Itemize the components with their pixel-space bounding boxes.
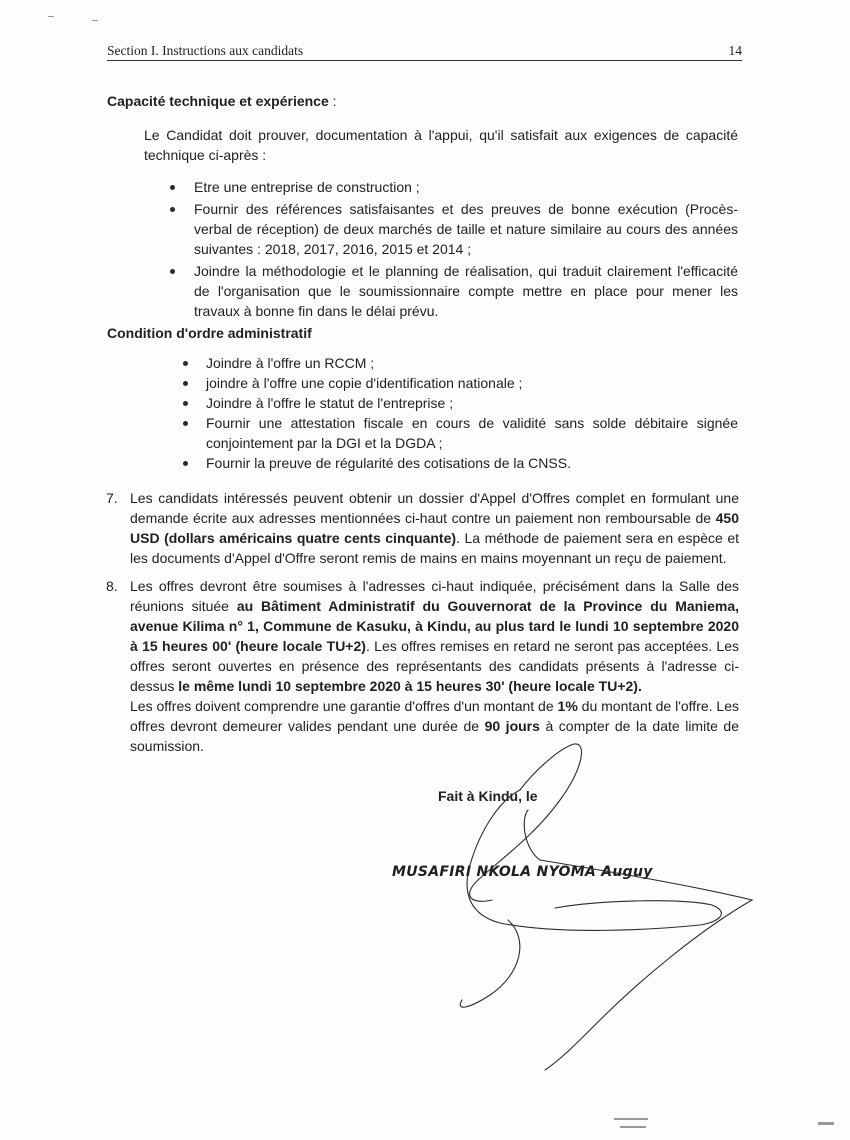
list-item: Joindre la méthodologie et le planning de réalisation, qui traduit clairement l'efficacité de l'organisation que le soumissionnaire compte mettre en place pour mener les travaux à bonne fin dans le délai prévu.: [166, 261, 738, 321]
list-item: joindre à l'offre une copie d'identification nationale ;: [180, 373, 738, 393]
technical-intro: Le Candidat doit prouver, documentation à l'appui, qu'il satisfait aux exigences de capacité technique ci-après :: [144, 127, 738, 163]
item-8-body: Les offres devront être soumises à l'adresses ci-haut indiquée, précisément dans la Salle des réunions située au Bâtiment Administratif du Gouvernorat de la Province du Maniema, avenue Kilima n° 1, Commune de Kasuku, à Kindu, au plus tard le lundi 10 septembre 2020 à 15 heures 00' (heure locale TU+2). Les offres remises en retard ne seront pas acceptées. Les offres seront ouvertes en présence des représentants des candidats présents à l'adresse ci-dessus le même lundi 10 septembre 2020 à 15 heures 30' (heure locale TU+2). Les offres doivent comprendre une garantie d'offres d'un montant de 1% du montant de l'offre. Les offres devront demeurer valides pendant une durée de 90 jours à compter de la date limite de soumission.: [130, 578, 739, 754]
item-7-body: Les candidats intéressés peuvent obtenir un dossier d'Appel d'Offres complet en formulant une demande écrite aux adresses mentionnées ci-haut contre un paiement non remboursable de 450 USD (dollars américains quatre cents cinquante). La méthode de paiement sera en espèce et les documents d'Appel d'Offre seront remis de mains en mains moyennant un reçu de paiement.: [130, 490, 740, 566]
list-item: Fournir des références satisfaisantes et des preuves de bonne exécution (Procès-verbal de réception) de deux marchés de taille et nature similaire au cours des années suivantes : 2018, 2017, 2016, 2015 et 2014 ;: [166, 199, 738, 259]
list-item: Etre une entreprise de construction ;: [166, 177, 738, 197]
signatory-name: MUSAFIRI NKOLA NYOMA Auguy: [392, 864, 653, 880]
list-item: Fournir une attestation fiscale en cours de validité sans solde débitaire signée conjointement par la DGI et la DGDA ;: [180, 413, 738, 453]
item-number: 8.: [106, 578, 118, 594]
list-item: Joindre à l'offre un RCCM ;: [180, 353, 738, 373]
section-title: Section I. Instructions aux candidats: [107, 43, 304, 58]
page-number: 14: [728, 43, 742, 58]
place-date-line: Fait à Kindu, le: [438, 788, 538, 804]
technical-capacity-heading: Capacité technique et expérience :: [107, 93, 337, 109]
list-item: Joindre à l'offre le statut de l'entreprise ;: [180, 393, 738, 413]
list-item: Fournir la preuve de régularité des cotisations de la CNSS.: [180, 453, 738, 473]
administrative-heading: Condition d'ordre administratif: [107, 325, 312, 341]
item-number: 7.: [106, 490, 118, 506]
